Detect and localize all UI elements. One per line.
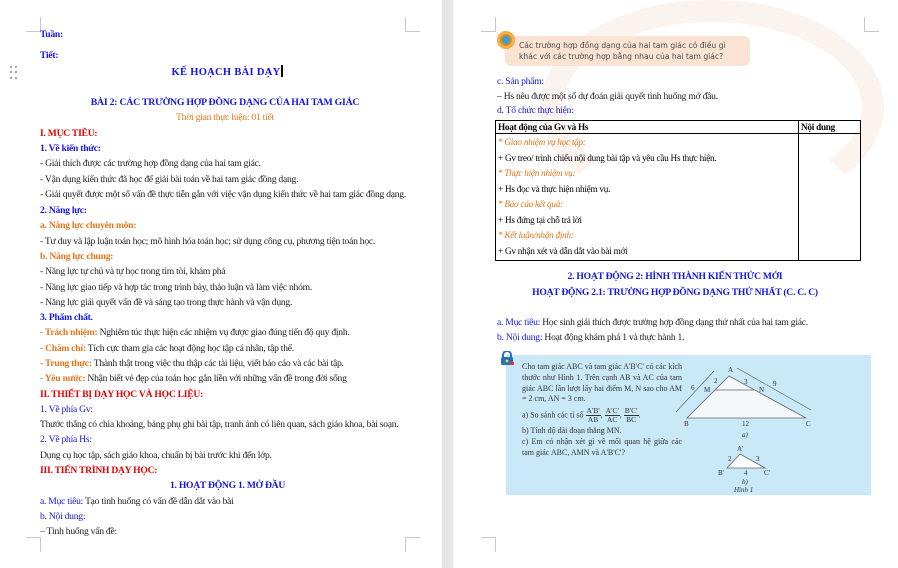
section-objectives: I. MỤC TIÊU: xyxy=(40,128,98,139)
length-BC-prime: 4 xyxy=(744,469,748,477)
activity-2-title: 2. HOẠT ĐỘNG 2: HÌNH THÀNH KIẾN THỨC MỚI xyxy=(567,271,783,282)
vertex-B-prime: B' xyxy=(718,469,724,477)
quality-item: - Yêu nước: Nhận biết vẻ đẹp của toán học gắn liền với những vấn đề trong đời sống xyxy=(40,373,347,384)
competence-item: - Năng lực giao tiếp và hợp tác trong trình bày, thảo luận và làm việc nhóm. xyxy=(40,282,312,293)
document-title[interactable]: KẾ HOẠCH BÀI DẠY xyxy=(40,65,415,79)
problem-part-b: b) Tính độ dài đoạn thẳng MN. xyxy=(522,426,622,436)
content-cell xyxy=(799,134,861,261)
table-header: Nội dung xyxy=(799,121,861,134)
length-BC: 12 xyxy=(742,420,749,428)
knowledge-item: - Vận dụng kiến thức đã học để giải bài toán về hai tam giác đồng dạng. xyxy=(40,174,299,185)
quality-item: - Chăm chỉ: Tích cực tham gia các hoạt động học tập cá nhân, tập thể. xyxy=(40,343,294,354)
callout-question: Các trường hợp đồng dạng của hai tam giác có điều gì khác với các trường hợp bằng nhau của hai tam giác? xyxy=(505,36,750,66)
length-AB: 6 xyxy=(691,384,695,392)
knowledge-item: - Giải thích được các trường hợp đồng dạng của hai tam giác. xyxy=(40,158,261,169)
period-label: Tiết: xyxy=(40,50,59,61)
text-cursor xyxy=(281,65,283,77)
section-equipment: II. THIẾT BỊ DẠY HỌC VÀ HỌC LIỆU: xyxy=(40,389,204,400)
step-label: * Kết luận/nhận định: xyxy=(498,230,574,240)
point-N: N xyxy=(759,386,765,394)
activity-2-content: b. Nội dung: Hoạt động khám phá 1 và thực hành 1. xyxy=(497,332,685,343)
week-label: Tuần: xyxy=(40,29,63,40)
step-text: + Hs đọc và thực hiện nhiệm vụ. xyxy=(498,183,611,194)
table-row xyxy=(496,134,861,261)
activity-2-1-title: HOẠT ĐỘNG 2.1: TRƯỜNG HỢP ĐỒNG DẠNG THỨ NHẤT (C. C. C) xyxy=(532,287,818,298)
length-AM: 2 xyxy=(714,377,718,385)
competence-item: - Tư duy và lập luận toán học; mô hình hóa toán học; sử dụng công cụ, phương tiện toán học. xyxy=(40,236,376,247)
step-text: + Hs đứng tại chỗ trả lời xyxy=(498,214,582,225)
vertex-B: B xyxy=(684,420,689,428)
activity-1-content: b. Nội dung: xyxy=(40,511,86,522)
margin-mark-top-right xyxy=(405,17,420,32)
vertex-A-prime: A' xyxy=(737,445,744,453)
quality-item: - Trách nhiệm: Nghiêm túc thực hiện các nhiệm vụ được giao đúng tiến độ quy định. xyxy=(40,327,350,338)
drag-handle-icon[interactable] xyxy=(10,66,18,80)
quality-item: - Trung thực: Thành thật trong việc thu thập các tài liệu, viết báo cáo và các bài tập. xyxy=(40,358,344,369)
vertex-C: C xyxy=(806,420,811,428)
table-header-row xyxy=(496,121,861,134)
fraction: $\frac{B'C'}{BC}$ xyxy=(624,406,638,425)
margin-mark-top-right xyxy=(864,17,879,32)
activity-1-objective: a. Mục tiêu: Tạo tình huống có vấn đề dẫn dắt vào bài xyxy=(40,496,234,507)
subsection-competence: 2. Năng lực: xyxy=(40,205,87,216)
product-text: – Hs nêu được một số dự đoán giải quyết tình huống mở đầu. xyxy=(497,91,718,102)
caption-b: b) xyxy=(742,478,748,486)
organization-label: d. Tổ chức thực hiện: xyxy=(497,105,574,116)
margin-mark-bottom-left xyxy=(26,537,41,552)
subsection-qualities: 3. Phẩm chất. xyxy=(40,312,93,323)
vertex-C-prime: C' xyxy=(764,469,770,477)
competence-item: - Năng lực giải quyết vấn đề và sáng tạo trong thực hành và vận dụng. xyxy=(40,297,293,308)
power-icon xyxy=(497,31,515,49)
subsection-knowledge: 1. Về kiến thức: xyxy=(40,143,101,154)
activity-table xyxy=(495,120,861,261)
figure-title: Hình 1 xyxy=(734,486,754,494)
length-AB-prime: 2 xyxy=(728,455,732,463)
point-M: M xyxy=(704,386,711,394)
margin-mark-top-left xyxy=(481,17,496,32)
subsection-teacher: 1. Về phía Gv: xyxy=(40,404,93,415)
activity-cell xyxy=(496,134,799,261)
competence-general: b. Năng lực chung: xyxy=(40,251,114,262)
step-text: + Gv treo/ trình chiếu nội dung bài tập và yêu cầu Hs thực hiện. xyxy=(498,152,717,163)
lesson-title: BÀI 2: CÁC TRƯỜNG HỢP ĐỒNG DẠNG CỦA HAI TAM GIÁC xyxy=(90,97,360,108)
margin-mark-bottom-left xyxy=(481,537,496,552)
product-label: c. Sản phẩm: xyxy=(497,76,544,87)
explore-icon xyxy=(500,351,514,365)
knowledge-item: - Giải quyết được một số vấn đề thực tiễn gắn với việc vận dụng kiến thức về hai tam giác đồng dạng. xyxy=(40,189,407,200)
length-AC: 9 xyxy=(773,380,777,388)
activity-2-objective: a. Mục tiêu: Học sinh giải thích được trường hợp đồng dạng thứ nhất của hai tam giác. xyxy=(497,317,808,328)
activity-1-title: 1. HOẠT ĐỘNG 1. MỞ ĐẦU xyxy=(169,480,286,491)
competence-item: - Năng lực tự chủ và tự học trong tìm tòi, khám phá xyxy=(40,266,226,277)
competence-specialized: a. Năng lực chuyên môn: xyxy=(40,220,137,231)
fraction: $\frac{A'B'}{AB}$ xyxy=(586,406,600,425)
step-label: * Giao nhiệm vụ học tập: xyxy=(498,137,586,147)
teacher-equipment: Thước thẳng có chia khoảng, bảng phụ ghi bài tập, tranh ảnh có liên quan, sách giáo khoa, bài soạn. xyxy=(40,419,399,430)
caption-a: a) xyxy=(742,431,748,439)
margin-mark-bottom-right xyxy=(405,537,420,552)
step-label: * Báo cáo kết quả: xyxy=(498,199,563,209)
student-equipment: Dụng cụ học tập, sách giáo khoa, chuẩn bị bài trước khi đến lớp. xyxy=(40,450,272,461)
length-AN: 3 xyxy=(744,378,748,386)
fraction: $\frac{A'C'}{AC}$ xyxy=(605,406,619,425)
section-process: III. TIẾN TRÌNH DẠY HỌC: xyxy=(40,465,158,476)
step-label: * Thực hiện nhiệm vụ: xyxy=(498,168,576,178)
subsection-student: 2. Về phía Hs: xyxy=(40,434,92,445)
problem-part-a: a) So sánh các tỉ số $\frac{A'B'}{AB}$ , $\frac{A'C'}{AC}$ , $\frac{B'C'}{BC}$ . xyxy=(522,406,641,425)
triangle-figure xyxy=(672,355,872,495)
textbook-problem xyxy=(522,362,682,459)
lesson-duration: Thời gian thực hiện: 01 tiết xyxy=(176,112,274,123)
vertex-A: A xyxy=(728,366,734,374)
problem-intro: Cho tam giác ABC và tam giác A'B'C' có các kích thước như Hình 1. Trên cạnh AB và AC của tam giác ABC lần lượt lấy hai điểm M, N sao cho AM = 2 cm, AN = 3 cm. xyxy=(522,362,682,404)
length-AC-prime: 3 xyxy=(756,455,760,463)
step-text: + Gv nhận xét và dẫn dắt vào bài mới xyxy=(498,245,628,256)
activity-1-situation: – Tình huống vấn đề: xyxy=(40,526,117,537)
table-header: Hoạt động của Gv và Hs xyxy=(496,121,799,134)
problem-part-c: c) Em có nhận xét gì về mối quan hệ giữa các tam giác ABC, AMN và A'B'C'? xyxy=(522,436,682,457)
margin-mark-top-left xyxy=(26,17,41,32)
